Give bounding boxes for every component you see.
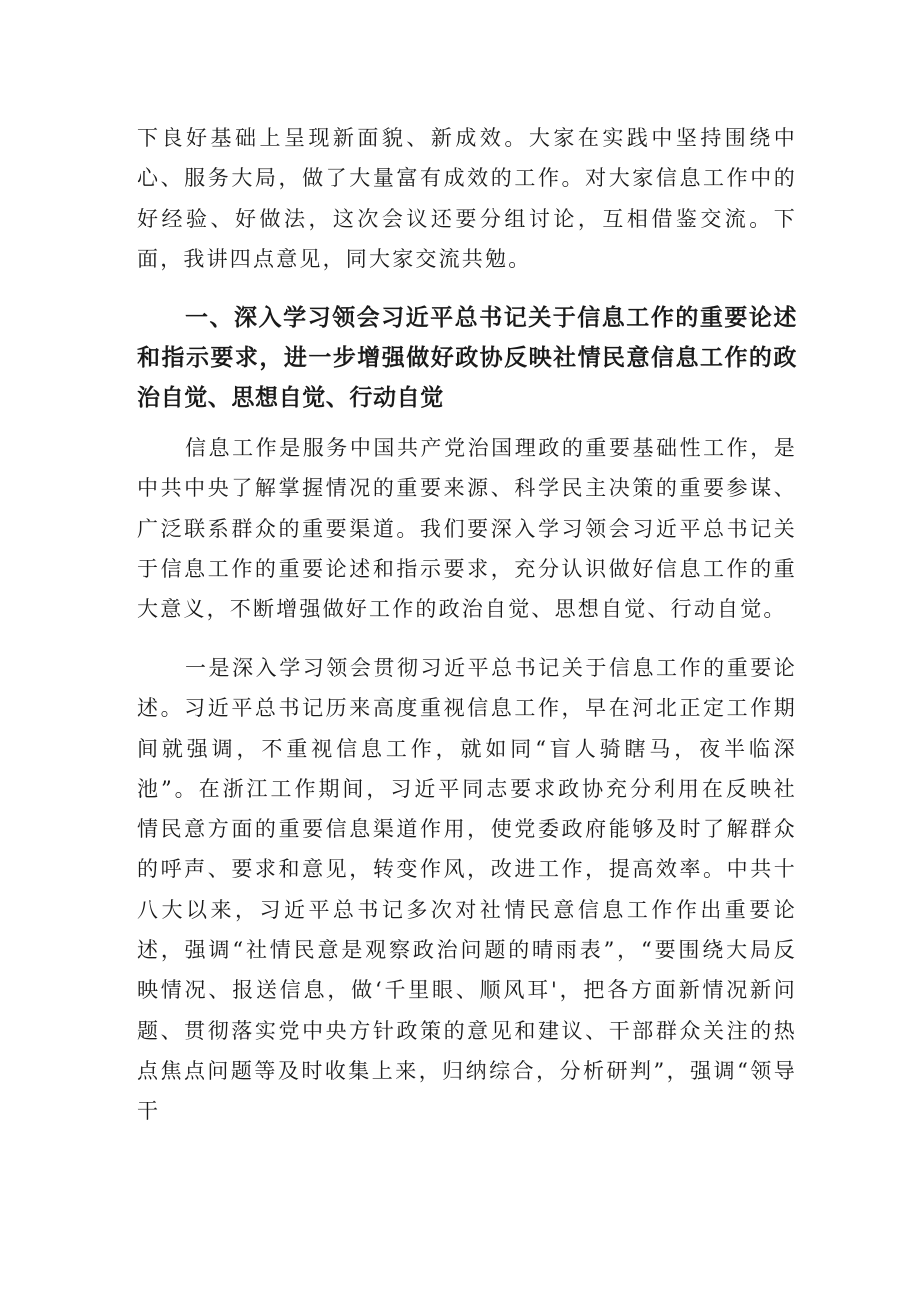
section-1-heading: 一、深入学习领会习近平总书记关于信息工作的重要论述和指示要求，进一步增强做好政协反映社情民意信息工作的政治自觉、思想自觉、行动自觉 xyxy=(137,305,797,411)
point-1-paragraph: 一是深入学习领会贯彻习近平总书记关于信息工作的重要论述。习近平总书记历来高度重视信息工作，早在河北正定工作期间就强调，不重视信息工作，就如同“盲人骑瞎马，夜半临深池”。在浙江工作期间，习近平同志要求政协充分利用在反映社情民意方面的重要信息渠道作用，使党委政府能够及时了解群众的呼声、要求和意见，转变作风，改进工作，提高效率。中共十八大以来，习近平总书记多次对社情民意信息工作作出重要论述，强调“社情民意是观察政治问题的晴雨表”，“要围绕大局反映情况、报送信息，做‘千里眼、顺风耳'，把各方面新情况新问题、贯彻落实党中央方针政策的意见和建议、干部群众关注的热点焦点问题等及时收集上来，归纳综合，分析研判”，强调“领导干 xyxy=(137,656,797,1124)
intro-paragraph: 下良好基础上呈现新面貌、新成效。大家在实践中坚持围绕中心、服务大局，做了大量富有成效的工作。对大家信息工作中的好经验、好做法，这次会议还要分组讨论，互相借鉴交流。下面，我讲四点意见，同大家交流共勉。 xyxy=(137,126,797,271)
section-1-paragraph: 信息工作是服务中国共产党治国理政的重要基础性工作，是中共中央了解掌握情况的重要来源、科学民主决策的重要参谋、广泛联系群众的重要渠道。我们要深入学习领会习近平总书记关于信息工作的重要论述和指示要求，充分认识做好信息工作的重大意义，不断增强做好工作的政治自觉、思想自觉、行动自觉。 xyxy=(137,436,797,622)
